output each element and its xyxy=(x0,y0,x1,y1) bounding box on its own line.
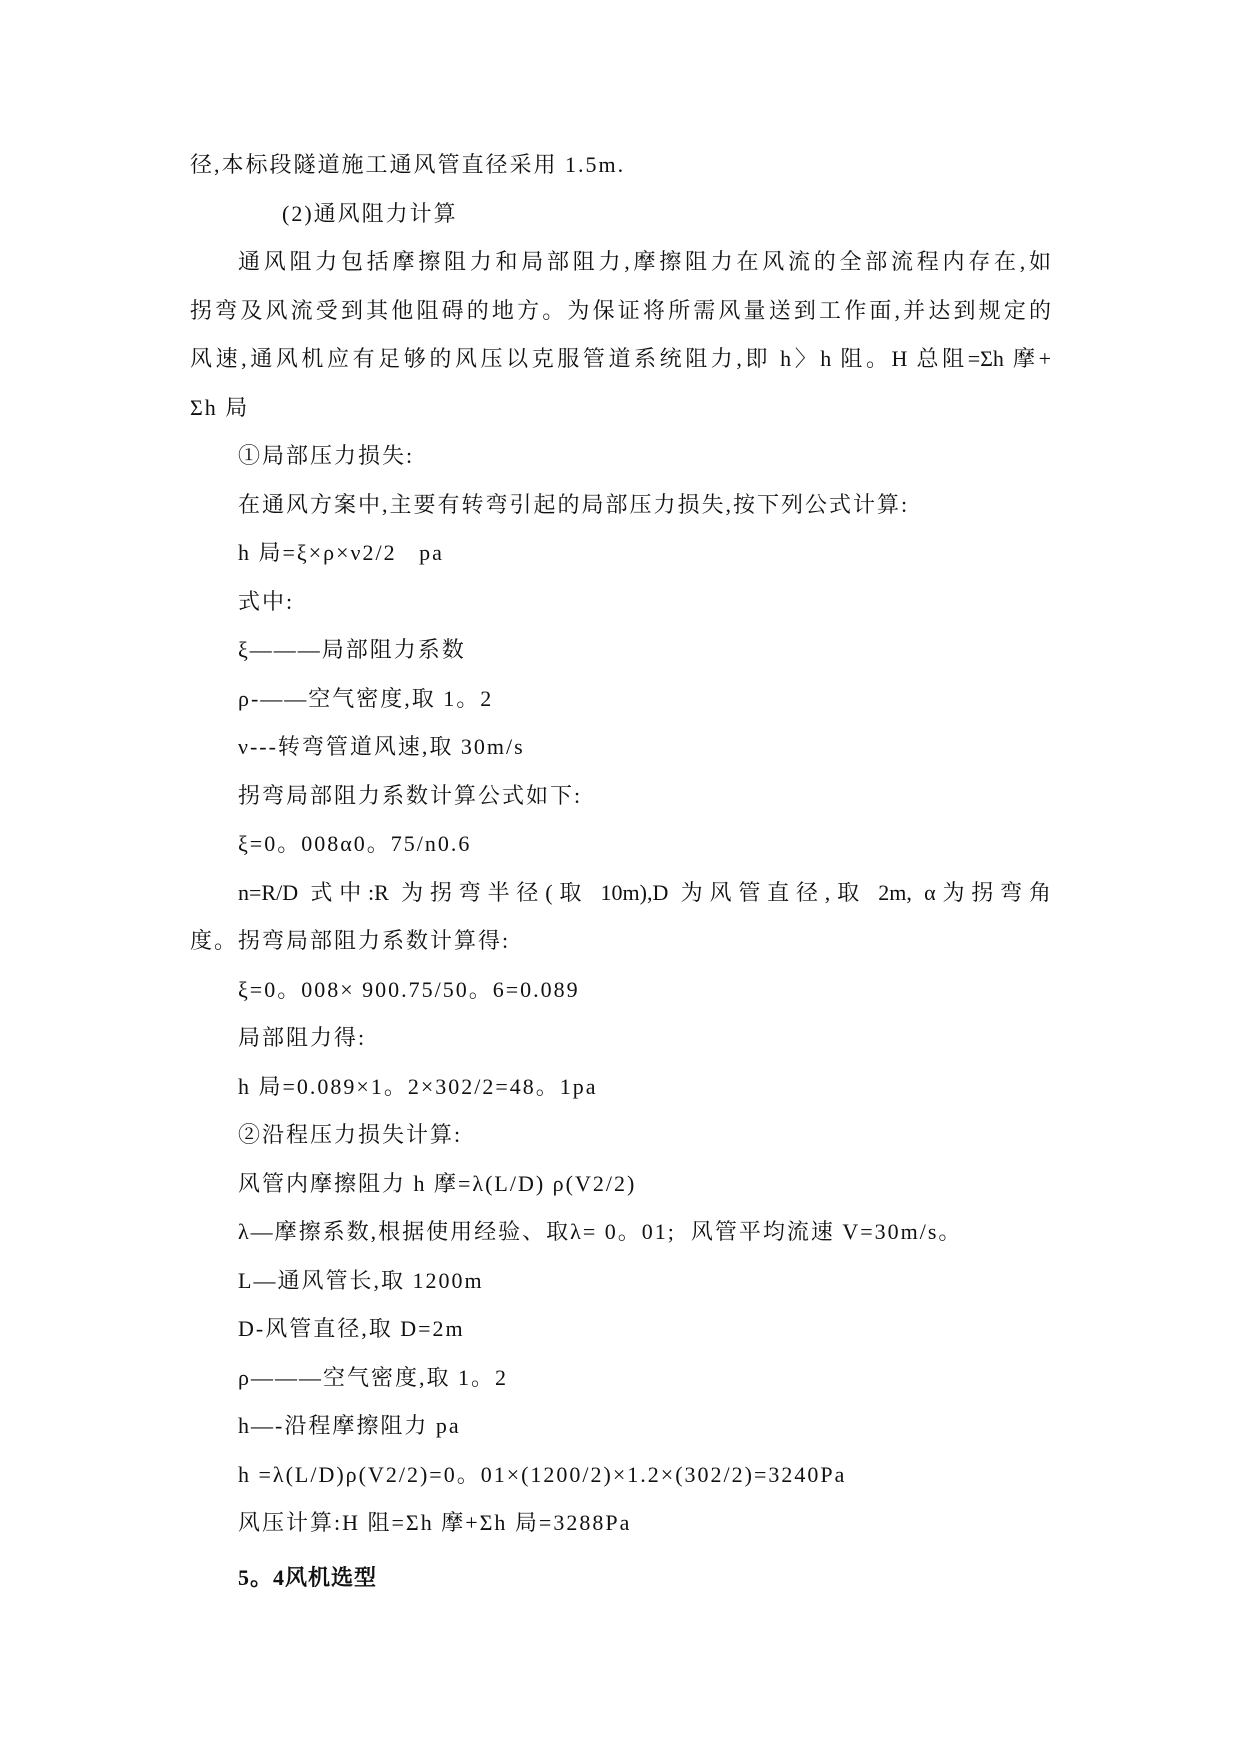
document-body xyxy=(190,141,1051,1602)
paragraph-line-resistance-intro: 通风阻力包括摩擦阻力和局部阻力,摩擦阻力在风流的全部流程内存在,如 xyxy=(238,249,1051,274)
definition-diameter: D-风管直径,取 D=2m xyxy=(238,1316,465,1341)
definition-rho: ρ-——空气密度,取 1。2 xyxy=(238,685,494,711)
paragraph-line-coefficient-formula-intro: 拐弯局部阻力系数计算公式如下: xyxy=(238,782,583,808)
where-label: 式中: xyxy=(238,588,295,614)
definition-xi: ξ———局部阻力系数 xyxy=(238,637,466,662)
definition-length: L—通风管长,取 1200m xyxy=(238,1267,484,1293)
paragraph-line-resistance-intro-3: 风速,通风机应有足够的风压以克服管道系统阻力,即 h〉h 阻。H 总阻=Σh 摩+ xyxy=(190,346,1051,371)
definition-lambda: λ—摩擦系数,根据使用经验、取λ= 0。01; 风管平均流速 V=30m/s。 xyxy=(238,1219,963,1244)
definition-rho-2: ρ———空气密度,取 1。2 xyxy=(238,1364,508,1390)
formula-local-loss: h 局=ξ×ρ×ν2/2 pa xyxy=(238,540,444,565)
item-heading-friction-pressure-loss: ②沿程压力损失计算: xyxy=(238,1122,463,1147)
formula-bend-coefficient-result: ξ=0。008× 900.75/50。6=0.089 xyxy=(238,976,580,1002)
paragraph-line-local-loss-intro: 在通风方案中,主要有转弯引起的局部压力损失,按下列公式计算: xyxy=(238,491,910,517)
paragraph-line-duct-diameter: 径,本标段隧道施工通风管直径采用 1.5m. xyxy=(190,152,626,177)
definition-n-ratio-continued: 度。拐弯局部阻力系数计算得: xyxy=(190,928,511,953)
formula-local-resistance-result: h 局=0.089×1。2×302/2=48。1pa xyxy=(238,1073,598,1099)
formula-friction-resistance: 风管内摩擦阻力 h 摩=λ(L/D) ρ(V2/2) xyxy=(238,1170,637,1196)
subsection-heading-ventilation-resistance: (2)通风阻力计算 xyxy=(282,200,458,226)
paragraph-line-resistance-intro-2: 拐弯及风流受到其他阻碍的地方。为保证将所需风量送到工作面,并达到规定的 xyxy=(190,297,1051,323)
item-heading-local-pressure-loss: ①局部压力损失: xyxy=(238,443,415,468)
definition-velocity: ν---转弯管道风速,取 30m/s xyxy=(238,734,525,759)
paragraph-line-resistance-intro-4: Σh 局 xyxy=(190,394,250,420)
formula-friction-result: h =λ(L/D)ρ(V2/2)=0。01×(1200/2)×1.2×(302/2)=3240Pa xyxy=(238,1461,847,1487)
definition-n-ratio: n=R/D 式中:R 为拐弯半径(取 10m),D 为风管直径,取 2m, α为拐弯角 xyxy=(238,879,1051,905)
definition-h: h—-沿程摩擦阻力 pa xyxy=(238,1413,461,1438)
paragraph-line-local-resistance-result-label: 局部阻力得: xyxy=(238,1025,367,1050)
formula-bend-coefficient: ξ=0。008α0。75/n0.6 xyxy=(238,831,472,856)
formula-total-pressure: 风压计算:H 阻=Σh 摩+Σh 局=3288Pa xyxy=(238,1510,632,1535)
section-heading-fan-selection: 5。4风机选型 xyxy=(238,1564,378,1590)
